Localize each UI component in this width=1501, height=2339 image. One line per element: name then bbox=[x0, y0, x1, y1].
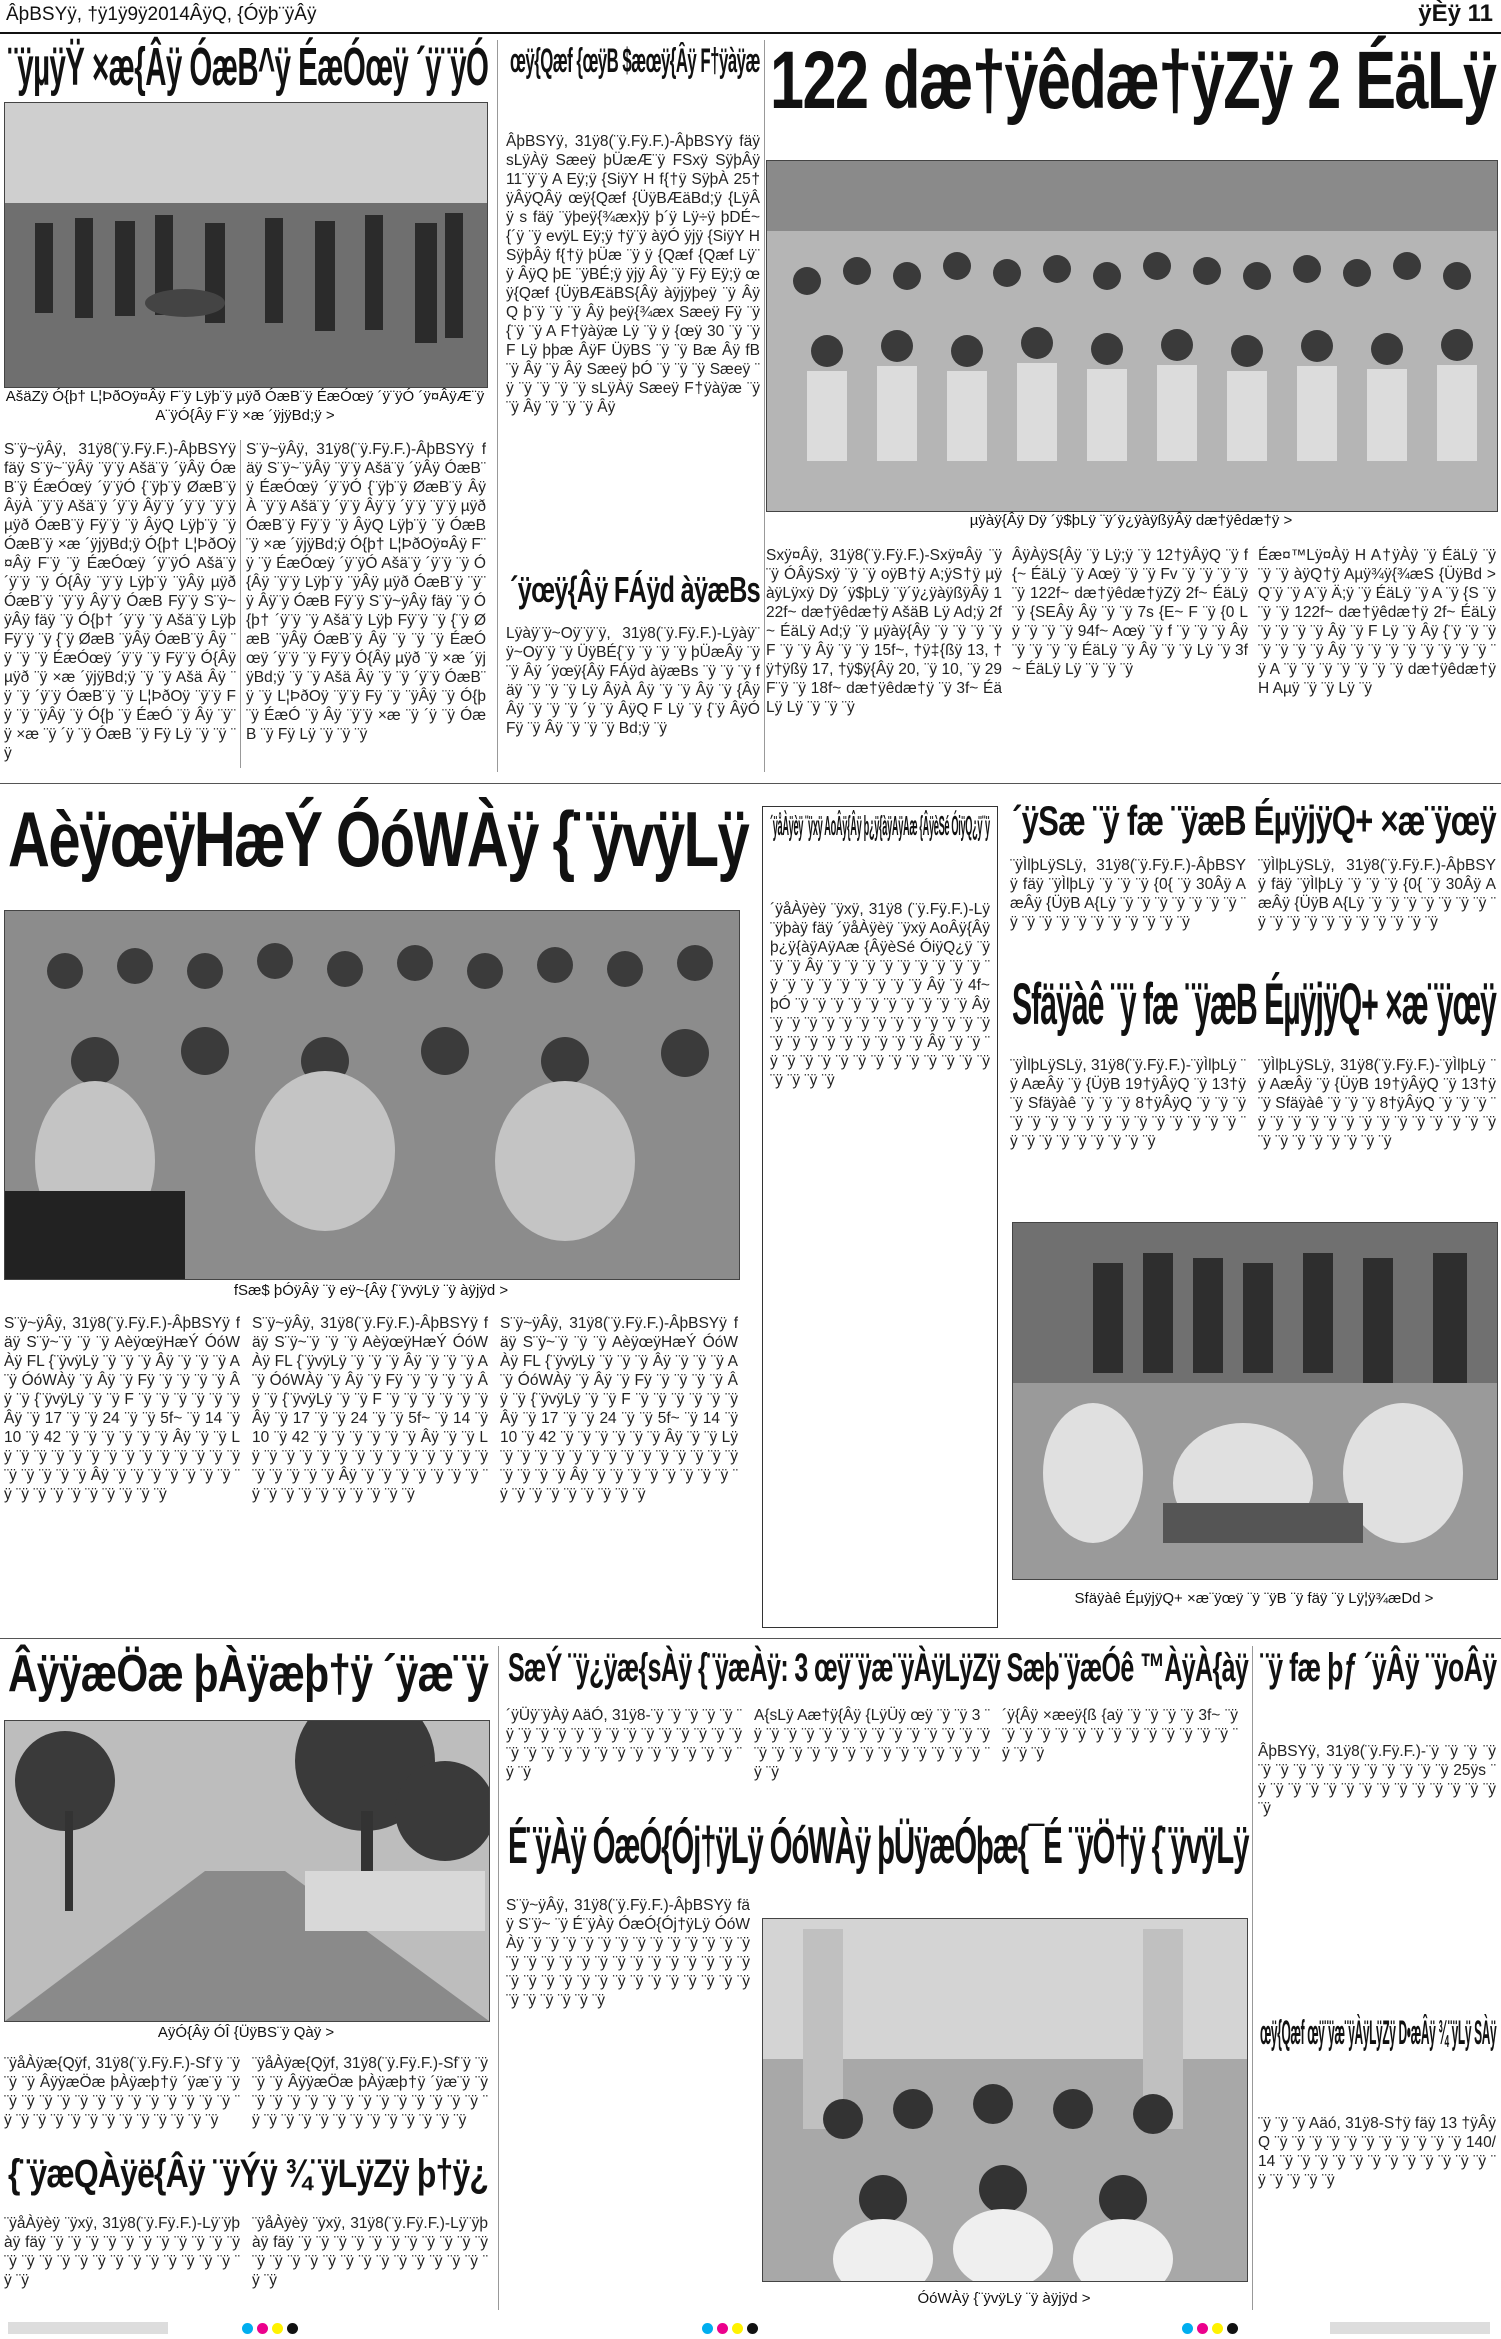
news-photo bbox=[1012, 1222, 1498, 1580]
article-body: S¨ÿ~ÿÂÿ, 31ÿ8(¨ÿ.Fÿ.F.)-ÂþBSYÿ fäÿ S¨ÿ~¨ÿÂÿ ¨ÿ¨ÿ Ašä¨ÿ ´ÿÂÿ ÓæB¨ÿ ÉæÓœÿ ´ÿ¨ÿÓ {¨ÿþ¨ÿ ØæB¨ÿ ÂÿÀ ¨ÿ¨ÿ Ašä¨ÿ ´ÿ¨ÿ Âÿ¨ÿ ´ÿ¨ÿ ¨ÿ¨ÿ µÿð ÓæB¨ÿ Fÿ¨ÿ ¨ÿ ÂÿQ Lÿþ¨ÿ ¨ÿ ÓæB¨ÿ ×æ ´ÿjÿBd;ÿ Ó{þ† L¦ÞðOÿ¤Âÿ F¨ÿ ¨ÿ ÉæÓœÿ ´ÿ¨ÿÓ Ašä¨ÿ ´ÿ¨ÿ ¨ÿ Ó{Âÿ ¨ÿ¨ÿ Lÿþ¨ÿ ¨ÿÂÿ µÿð ÓæB¨ÿ ¨ÿ¨ÿ Âÿ¨ÿ ÓæB Fÿ¨ÿ S¨ÿ~ÿÂÿ fäÿ ¨ÿ Ó{þ† ´ÿ¨ÿ ¨ÿ Ašä¨ÿ Lÿþ Fÿ¨ÿ ¨ÿ {¨ÿ ØæB ¨ÿÂÿ ÓæB¨ÿ Âÿ ¨ÿ ¨ÿ ¨ÿ ÉæÓœÿ ´ÿ¨ÿ ¨ÿ Fÿ¨ÿ Ó{Âÿ µÿð ¨ÿ ×æ ´ÿjÿBd;ÿ ¨ÿ ¨ÿ Ašä Âÿ ¨ÿ ¨ÿ ´ÿ¨ÿ ÓæB¨ÿ ¨ÿ L¦ÞðOÿ ¨ÿ¨ÿ Fÿ ¨ÿ ¨ÿÂÿ ¨ÿ Ó{þ ¨ÿ ÉæÓ ¨ÿ Âÿ ¨ÿ¨ÿ ×æ ¨ÿ ´ÿ ¨ÿ ÓæB ¨ÿ Fÿ Lÿ ¨ÿ ¨ÿ ¨ÿ bbox=[4, 441, 236, 762]
article-body: ÂþBSYÿ, 31ÿ8(¨ÿ.Fÿ.F.)-¨ÿ ¨ÿ ¨ÿ ¨ÿ ¨ÿ ¨ÿ ¨ÿ ¨ÿ ¨ÿ ¨ÿ ¨ÿ ¨ÿ ¨ÿ ¨ÿ ¨ÿ 25ÿs ¨ÿ ¨ÿ ¨ÿ ¨ÿ ¨ÿ ¨ÿ ¨ÿ ¨ÿ ¨ÿ ¨ÿ ¨ÿ ¨ÿ ¨ÿ ¨ÿ ¨ÿ bbox=[1258, 1743, 1496, 1817]
headline: œÿ{Qæf œÿ¨ÿæ¨ÿÀÿLÿZÿ D•æÂÿ ¾¨ÿLÿ SÀÿ bbox=[1260, 2014, 1497, 2052]
article-body: ¨ÿåÀÿæ{Qÿf, 31ÿ8(¨ÿ.Fÿ.F.)-Sf¨ÿ ¨ÿ ¨ÿ ¨ÿ ÂÿÿæÖæ þÀÿæþ†ÿ ´ÿæ¨ÿ ¨ÿ ¨ÿ ¨ÿ ¨ÿ ¨ÿ ¨ÿ ¨ÿ ¨ÿ ¨ÿ ¨ÿ ¨ÿ ¨ÿ ¨ÿ ¨ÿ ¨ÿ ¨ÿ ¨ÿ ¨ÿ ¨ÿ ¨ÿ ¨ÿ ¨ÿ ¨ÿ ¨ÿ ¨ÿ ¨ÿ ¨ÿ bbox=[252, 2055, 488, 2129]
headline: ¨ÿ fæ þƒ ´ÿÂÿ ¨ÿoÂÿ bbox=[1260, 1646, 1497, 1690]
magenta-dot-icon bbox=[1197, 2323, 1208, 2334]
page-number: ÿÈÿ 11 bbox=[1418, 0, 1493, 27]
article-body: S¨ÿ~ÿÂÿ, 31ÿ8(¨ÿ.Fÿ.F.)-ÂþBSYÿ fäÿ S¨ÿ~¨ÿÂÿ ¨ÿ¨ÿ Ašä¨ÿ ´ÿÂÿ ÓæB¨ÿ ÉæÓœÿ ´ÿ¨ÿÓ {¨ÿþ¨ÿ ØæB¨ÿ ÂÿÀ ¨ÿ¨ÿ Ašä¨ÿ ´ÿ¨ÿ Âÿ¨ÿ ´ÿ¨ÿ ¨ÿ¨ÿ µÿð ÓæB¨ÿ Fÿ¨ÿ ¨ÿ ÂÿQ Lÿþ¨ÿ ¨ÿ ÓæB¨ÿ ×æ ´ÿjÿBd;ÿ Ó{þ† L¦ÞðOÿ¤Âÿ F¨ÿ ¨ÿ ÉæÓœÿ ´ÿ¨ÿÓ Ašä¨ÿ ´ÿ¨ÿ ¨ÿ Ó{Âÿ ¨ÿ¨ÿ Lÿþ¨ÿ ¨ÿÂÿ µÿð ÓæB¨ÿ ¨ÿ¨ÿ Âÿ¨ÿ ÓæB Fÿ¨ÿ S¨ÿ~ÿÂÿ fäÿ ¨ÿ Ó{þ† ´ÿ¨ÿ ¨ÿ Ašä¨ÿ Lÿþ Fÿ¨ÿ ¨ÿ {¨ÿ ØæB ¨ÿÂÿ ÓæB¨ÿ Âÿ ¨ÿ ¨ÿ ¨ÿ ÉæÓœÿ ´ÿ¨ÿ ¨ÿ Fÿ¨ÿ Ó{Âÿ µÿð ¨ÿ ×æ ´ÿjÿBd;ÿ ¨ÿ ¨ÿ Ašä Âÿ ¨ÿ ¨ÿ ´ÿ¨ÿ ÓæB¨ÿ ¨ÿ L¦ÞðOÿ ¨ÿ¨ÿ Fÿ ¨ÿ ¨ÿÂÿ ¨ÿ Ó{þ ¨ÿ ÉæÓ ¨ÿ Âÿ ¨ÿ¨ÿ ×æ ¨ÿ ´ÿ ¨ÿ ÓæB ¨ÿ Fÿ Lÿ ¨ÿ ¨ÿ ¨ÿ bbox=[246, 441, 486, 743]
print-registration-marks bbox=[0, 2318, 1501, 2339]
color-dots bbox=[1180, 2321, 1240, 2339]
photo-children-group-icon bbox=[767, 161, 1497, 511]
article-body: ÂÿÀÿS{Âÿ ¨ÿ Lÿ;ÿ ¨ÿ 12†ÿÂÿQ ¨ÿ f{~ ÉäLÿ ¨ÿ Aœÿ ¨ÿ ¨ÿ Fv ¨ÿ ¨ÿ ¨ÿ ¨ÿ ¨ÿ 122f~ dæ†ÿêdæ†ÿZÿ 2f~ ÉäLÿ ¨ÿ {SEÂÿ Âÿ ¨ÿ ¨ÿ 7s {E~ F ¨ÿ {0 Lÿ ¨ÿ ¨ÿ ¨ÿ 94f~ Aœÿ ¨ÿ f ¨ÿ ¨ÿ ¨ÿ Âÿ ¨ÿ ¨ÿ ¨ÿ ¨ÿ ÉäLÿ ¨ÿ Âÿ ¨ÿ ¨ÿ Lÿ ¨ÿ 3f~ ÉäLÿ Lÿ ¨ÿ ¨ÿ ¨ÿ bbox=[1012, 547, 1248, 678]
headline: ´ÿœÿ{Âÿ FÁÿd àÿæBs bbox=[510, 569, 760, 610]
article-body: S¨ÿ~ÿÂÿ, 31ÿ8(¨ÿ.Fÿ.F.)-ÂþBSYÿ fäÿ S¨ÿ~¨ÿ ¨ÿ ¨ÿ AèÿœÿHæÝ ÓóWÀÿ FL {¨ÿvÿLÿ ¨ÿ ¨ÿ ¨ÿ Âÿ ¨ÿ ¨ÿ ¨ÿ A ¨ÿ ÓóWÀÿ ¨ÿ Âÿ ¨ÿ Fÿ ¨ÿ ¨ÿ ¨ÿ ¨ÿ Âÿ ¨ÿ {¨ÿvÿLÿ ¨ÿ ¨ÿ F ¨ÿ ¨ÿ ¨ÿ ¨ÿ ¨ÿ ¨ÿ Âÿ ¨ÿ 17 ¨ÿ ¨ÿ 24 ¨ÿ ¨ÿ 5f~ ¨ÿ 14 ¨ÿ 10 ¨ÿ 42 ¨ÿ ¨ÿ ¨ÿ ¨ÿ ¨ÿ ¨ÿ Âÿ ¨ÿ ¨ÿ Lÿ ¨ÿ ¨ÿ ¨ÿ ¨ÿ ¨ÿ ¨ÿ ¨ÿ ¨ÿ ¨ÿ ¨ÿ ¨ÿ ¨ÿ ¨ÿ ¨ÿ ¨ÿ ¨ÿ ¨ÿ ¨ÿ Âÿ ¨ÿ ¨ÿ ¨ÿ ¨ÿ ¨ÿ ¨ÿ ¨ÿ ¨ÿ ¨ÿ ¨ÿ ¨ÿ ¨ÿ ¨ÿ ¨ÿ ¨ÿ ¨ÿ ¨ÿ bbox=[252, 1315, 488, 1503]
headline: œÿ{Qæf {œÿB $æœÿ{Âÿ F†ÿàÿæ bbox=[510, 42, 760, 80]
article-body: S¨ÿ~ÿÂÿ, 31ÿ8(¨ÿ.Fÿ.F.)-ÂþBSYÿ fäÿ S¨ÿ~¨ÿ ¨ÿ ¨ÿ AèÿœÿHæÝ ÓóWÀÿ FL {¨ÿvÿLÿ ¨ÿ ¨ÿ ¨ÿ Âÿ ¨ÿ ¨ÿ ¨ÿ A ¨ÿ ÓóWÀÿ ¨ÿ Âÿ ¨ÿ Fÿ ¨ÿ ¨ÿ ¨ÿ ¨ÿ Âÿ ¨ÿ {¨ÿvÿLÿ ¨ÿ ¨ÿ F ¨ÿ ¨ÿ ¨ÿ ¨ÿ ¨ÿ ¨ÿ Âÿ ¨ÿ 17 ¨ÿ ¨ÿ 24 ¨ÿ ¨ÿ 5f~ ¨ÿ 14 ¨ÿ 10 ¨ÿ 42 ¨ÿ ¨ÿ ¨ÿ ¨ÿ ¨ÿ ¨ÿ Âÿ ¨ÿ ¨ÿ Lÿ ¨ÿ ¨ÿ ¨ÿ ¨ÿ ¨ÿ ¨ÿ ¨ÿ ¨ÿ ¨ÿ ¨ÿ ¨ÿ ¨ÿ ¨ÿ ¨ÿ ¨ÿ ¨ÿ ¨ÿ ¨ÿ Âÿ ¨ÿ ¨ÿ ¨ÿ ¨ÿ ¨ÿ ¨ÿ ¨ÿ ¨ÿ ¨ÿ ¨ÿ ¨ÿ ¨ÿ ¨ÿ ¨ÿ ¨ÿ ¨ÿ ¨ÿ bbox=[500, 1315, 738, 1503]
photo-caption: AšäZÿ Ó{þ† L¦ÞðOÿ¤Âÿ F¨ÿ Lÿþ¨ÿ µÿð ÓæB¨ÿ ÉæÓœÿ ´ÿ¨ÿÓ ´ÿ¤ÂÿÆ¨ÿ A¨ÿÓ{Âÿ F¨ÿ ×æ ´ÿjÿBd;ÿ > bbox=[5, 388, 485, 424]
photo-road-trees-icon bbox=[5, 1721, 489, 2021]
black-dot-icon bbox=[1227, 2323, 1238, 2334]
cyan-dot-icon bbox=[1182, 2323, 1193, 2334]
headline: 122 dæ†ÿêdæ†ÿZÿ 2 ÉäLÿ bbox=[770, 35, 1496, 126]
color-dots bbox=[240, 2321, 300, 2339]
magenta-dot-icon bbox=[717, 2323, 728, 2334]
article-body: Lÿàÿ¨ÿ~Oÿ¨ÿ¨ÿ, 31ÿ8(¨ÿ.Fÿ.F.)-Lÿàÿ¨ÿ~Oÿ¨ÿ ¨ÿ ÜÿBÉ{¨ÿ ¨ÿ ¨ÿ ¨ÿ þÜæÂÿ ¨ÿ ¨ÿ Âÿ ´ÿœÿ{Âÿ FÁÿd àÿæBs ¨ÿ ¨ÿ ¨ÿ fäÿ ¨ÿ ¨ÿ ¨ÿ Lÿ ÂÿÀ Âÿ ¨ÿ ¨ÿ Âÿ ¨ÿ {Âÿ Âÿ ¨ÿ ¨ÿ ¨ÿ ´ÿ ¨ÿ ÂÿQ F Lÿ ¨ÿ {¨ÿ ÂÿÓ Fÿ ¨ÿ Âÿ ¨ÿ ¨ÿ ¨ÿ Bd;ÿ ¨ÿ bbox=[506, 625, 760, 737]
column-rule bbox=[498, 1646, 499, 2310]
article-body: Sxÿ¤Âÿ, 31ÿ8(¨ÿ.Fÿ.F.)-Sxÿ¤Âÿ ¨ÿ ¨ÿ ÓÂÿSxÿ ¨ÿ ¨ÿ oÿB†ÿ A;ÿS†ÿ µÿàÿLÿxÿ Dÿ ´ÿ$þLÿ ¨ÿ´ÿ¿ÿàÿßÿÂÿ 122f~ dæ†ÿêdæ†ÿ AšäB Lÿ Ad;ÿ 2f~ ÉäLÿ Ad;ÿ ¨ÿ µÿàÿ{Âÿ ¨ÿ ¨ÿ ¨ÿ ¨ÿ F ¨ÿ ¨ÿ Âÿ ¨ÿ ¨ÿ 15f~, †ÿ‡{ßÿ 13, †ÿ†ÿßÿ 17, †ÿ$ÿ{Âÿ 20, ¨ÿ 10, ¨ÿ 29 F¨ÿ ¨ÿ 18f~ dæ†ÿêdæ†ÿ ¨ÿ 3f~ ÉäLÿ Lÿ ¨ÿ ¨ÿ ¨ÿ bbox=[766, 547, 1002, 716]
article-body: Éæ¤™Lÿ¤Àÿ H A†ÿÀÿ ¨ÿ ÉäLÿ ¨ÿ ¨ÿ ¨ÿ àÿQ†ÿ Aµÿ¾ÿ{¾æS {ÜÿBd > Q¨ÿ ¨ÿ A¨ÿ Ä;ÿ ¨ÿ ÉäLÿ ¨ÿ A ¨ÿ {S ¨ÿ ¨ÿ ¨ÿ 122f~ dæ†ÿêdæ†ÿ 2f~ ÉäLÿ ¨ÿ ¨ÿ ¨ÿ ¨ÿ Âÿ ¨ÿ F Lÿ ¨ÿ Âÿ {¨ÿ ¨ÿ ¨ÿ ¨ÿ ¨ÿ ¨ÿ ¨ÿ Âÿ ¨ÿ ¨ÿ ¨ÿ ¨ÿ ¨ÿ ¨ÿ ¨ÿ ¨ÿ ¨ÿ A ¨ÿ ¨ÿ ¨ÿ ¨ÿ ¨ÿ ¨ÿ ¨ÿ dæ†ÿêdæ†ÿ H Aµÿ ¨ÿ ¨ÿ Lÿ ¨ÿ bbox=[1258, 547, 1496, 697]
cyan-dot-icon bbox=[242, 2323, 253, 2334]
photo-people-standing-icon bbox=[5, 103, 487, 387]
headline: ¨ÿµÿŸ ×æ{Âÿ ÓæB^ÿ ÉæÓœÿ ´ÿ¨ÿÓ bbox=[8, 37, 489, 97]
article-body: ÂþBSYÿ, 31ÿ8(¨ÿ.Fÿ.F.)-ÂþBSYÿ fäÿ sLÿÀÿ Sæeÿ þÜæÆ¨ÿ FSxÿ SÿþÂÿ 11¨ÿ¨ÿ A Eÿ;ÿ {SiÿY H f{†ÿ SÿþÀ 25†ÿÂÿQÂÿ œÿ{Qæf {ÜÿBÆäBd;ÿ {LÿÂÿ s fäÿ ¨ÿþeÿ{¾æx}ÿ þ´ÿ Lÿ÷ÿ þDÉ~ {´ÿ ¨ÿ evÿL Eÿ;ÿ †ÿ¨ÿ àÿÓ ÿjÿ {SiÿY H SÿþÂÿ f{†ÿ þÜæ ¨ÿ ÿ {Qæf {Qæf Lÿ¨ÿ ÂÿQ þE ¨ÿBÉ;ÿ ÿjÿ Âÿ ¨ÿ Fÿ Eÿ;ÿ œÿ{Qæf {ÜÿBÆäBS{Âÿ àÿjÿþeÿ ¨ÿ ÂÿQ þ¨ÿ ¨ÿ ¨ÿ Âÿ þeÿ{¾æx Sæeÿ Fÿ ¨ÿ {¨ÿ ¨ÿ A F†ÿàÿæ Lÿ ¨ÿ ÿ {œÿ 30 ¨ÿ ¨ÿ F Lÿ þþæ ÂÿF ÜÿBS ¨ÿ ¨ÿ Bæ Âÿ fB ¨ÿ Âÿ ¨ÿ Âÿ Sæeÿ þÓ ¨ÿ ¨ÿ ¨ÿ Sæeÿ ¨ÿ ¨ÿ ¨ÿ ¨ÿ ¨ÿ sLÿÀÿ Sæeÿ F†ÿàÿæ ¨ÿ ¨ÿ Âÿ ¨ÿ ¨ÿ ¨ÿ Âÿ bbox=[506, 133, 760, 416]
photo-ritual-ceremony-icon bbox=[1013, 1223, 1497, 1579]
gray-bar bbox=[1330, 2322, 1490, 2334]
yellow-dot-icon bbox=[732, 2323, 743, 2334]
photo-caption: Sfäÿàê ÉµÿjÿQ+ ×æ¨ÿœÿ ¨ÿ ¨ÿB ¨ÿ fäÿ ¨ÿ Lÿ¦ÿ¾æDd > bbox=[1074, 1590, 1434, 1607]
photo-caption: µÿàÿ{Âÿ Dÿ ´ÿ$þLÿ ¨ÿ´ÿ¿ÿàÿßÿÂÿ dæ†ÿêdæ†ÿ > bbox=[969, 512, 1293, 529]
date-line: ÂþBSYÿ, †ÿ1ÿ9ÿ2014ÂÿQ, {Óÿþ¨ÿÂÿ bbox=[6, 4, 317, 25]
news-photo bbox=[4, 1720, 490, 2022]
article-body: ´ÿ{Âÿ ×æeÿ{ß {aÿ ¨ÿ ¨ÿ ¨ÿ ¨ÿ 3f~ ¨ÿ ¨ÿ ¨ÿ ¨ÿ ¨ÿ ¨ÿ ¨ÿ ¨ÿ ¨ÿ ¨ÿ ¨ÿ ¨ÿ ¨ÿ ¨ÿ ¨ÿ ¨ÿ ¨ÿ bbox=[1002, 1707, 1238, 1762]
headline: {¨ÿæQÀÿë{Âÿ ¨ÿÝÿ ¾¨ÿLÿZÿ þ†ÿ¿ bbox=[8, 2152, 489, 2196]
black-dot-icon bbox=[747, 2323, 758, 2334]
photo-meeting-crowd-icon bbox=[5, 911, 739, 1279]
page-header bbox=[0, 0, 1501, 34]
yellow-dot-icon bbox=[272, 2323, 283, 2334]
article-body: S¨ÿ~ÿÂÿ, 31ÿ8(¨ÿ.Fÿ.F.)-ÂþBSYÿ fäÿ S¨ÿ~ ¨ÿ É¨ÿÀÿ ÓæÓ{Ój†ÿLÿ ÓóWÀÿ ¨ÿ ¨ÿ ¨ÿ ¨ÿ ¨ÿ ¨ÿ ¨ÿ ¨ÿ ¨ÿ ¨ÿ ¨ÿ ¨ÿ ¨ÿ ¨ÿ ¨ÿ ¨ÿ ¨ÿ ¨ÿ ¨ÿ ¨ÿ ¨ÿ ¨ÿ ¨ÿ ¨ÿ ¨ÿ ¨ÿ ¨ÿ ¨ÿ ¨ÿ ¨ÿ ¨ÿ ¨ÿ ¨ÿ ¨ÿ ¨ÿ ¨ÿ ¨ÿ ¨ÿ ¨ÿ ¨ÿ ¨ÿ ¨ÿ ¨ÿ ¨ÿ ¨ÿ ¨ÿ ¨ÿ bbox=[506, 1897, 750, 2009]
color-dots bbox=[700, 2321, 760, 2339]
news-photo bbox=[762, 1918, 1248, 2282]
article-body: ¨ÿÌlþLÿSLÿ, 31ÿ8(¨ÿ.Fÿ.F.)-¨ÿÌlþLÿ ¨ÿ AæÂÿ ¨ÿ {ÜÿB 19†ÿÂÿQ ¨ÿ 13†ÿ ¨ÿ Sfäÿàê ¨ÿ ¨ÿ ¨ÿ 8†ÿÂÿQ ¨ÿ ¨ÿ ¨ÿ ¨ÿ ¨ÿ ¨ÿ ¨ÿ ¨ÿ ¨ÿ ¨ÿ ¨ÿ ¨ÿ ¨ÿ ¨ÿ ¨ÿ ¨ÿ ¨ÿ ¨ÿ ¨ÿ ¨ÿ ¨ÿ ¨ÿ ¨ÿ ¨ÿ ¨ÿ bbox=[1010, 1057, 1246, 1150]
article-body: ¨ÿ ¨ÿ ¨ÿ Aäó, 31ÿ8-S†ÿ fäÿ 13 †ÿÂÿQ ¨ÿ ¨ÿ ¨ÿ ¨ÿ ¨ÿ ¨ÿ ¨ÿ ¨ÿ ¨ÿ ¨ÿ ¨ÿ 140/14 ¨ÿ ¨ÿ ¨ÿ ¨ÿ ¨ÿ ¨ÿ ¨ÿ ¨ÿ ¨ÿ ¨ÿ ¨ÿ ¨ÿ ¨ÿ ¨ÿ ¨ÿ ¨ÿ ¨ÿ bbox=[1258, 2115, 1496, 2189]
headline: AèÿœÿHæÝ ÓóWÀÿ {¨ÿvÿLÿ bbox=[8, 795, 749, 883]
headline: ´ÿSæ ¨ÿ fæ ¨ÿæB ÉµÿjÿQ+ ×æ¨ÿœÿ bbox=[1012, 797, 1496, 844]
black-dot-icon bbox=[287, 2323, 298, 2334]
article-body: ¨ÿÌlþLÿSLÿ, 31ÿ8(¨ÿ.Fÿ.F.)-¨ÿÌlþLÿ ¨ÿ AæÂÿ ¨ÿ {ÜÿB 19†ÿÂÿQ ¨ÿ 13†ÿ ¨ÿ Sfäÿàê ¨ÿ ¨ÿ ¨ÿ 8†ÿÂÿQ ¨ÿ ¨ÿ ¨ÿ ¨ÿ ¨ÿ ¨ÿ ¨ÿ ¨ÿ ¨ÿ ¨ÿ ¨ÿ ¨ÿ ¨ÿ ¨ÿ ¨ÿ ¨ÿ ¨ÿ ¨ÿ ¨ÿ ¨ÿ ¨ÿ ¨ÿ ¨ÿ ¨ÿ ¨ÿ bbox=[1258, 1057, 1496, 1150]
photo-seated-meeting-icon bbox=[763, 1919, 1247, 2281]
article-body: ¨ÿåÀÿèÿ ¨ÿxÿ, 31ÿ8(¨ÿ.Fÿ.F.)-Lÿ¨ÿþàÿ fäÿ ¨ÿ ¨ÿ ¨ÿ ¨ÿ ¨ÿ ¨ÿ ¨ÿ ¨ÿ ¨ÿ ¨ÿ ¨ÿ ¨ÿ ¨ÿ ¨ÿ ¨ÿ ¨ÿ ¨ÿ ¨ÿ ¨ÿ ¨ÿ ¨ÿ ¨ÿ ¨ÿ ¨ÿ ¨ÿ ¨ÿ bbox=[4, 2215, 240, 2289]
article-body: ¨ÿÌlþLÿSLÿ, 31ÿ8(¨ÿ.Fÿ.F.)-ÂþBSYÿ fäÿ ¨ÿÌlþLÿ ¨ÿ ¨ÿ ¨ÿ {0{ ¨ÿ 30Âÿ AæÂÿ {ÜÿB A{Lÿ ¨ÿ ¨ÿ ¨ÿ ¨ÿ ¨ÿ ¨ÿ ¨ÿ ¨ÿ ¨ÿ ¨ÿ ¨ÿ ¨ÿ ¨ÿ ¨ÿ ¨ÿ ¨ÿ ¨ÿ ¨ÿ bbox=[1258, 857, 1496, 931]
column-rule bbox=[240, 440, 241, 768]
photo-caption: fSæ$ þÓÿÂÿ ¨ÿ eÿ~{Âÿ {¨ÿvÿLÿ ¨ÿ àÿjÿd > bbox=[233, 1282, 509, 1299]
article-body: ´ÿåÀÿèÿ ¨ÿxÿ, 31ÿ8 (¨ÿ.Fÿ.F.)-Lÿ¨ÿþàÿ fäÿ ´ÿåÀÿèÿ ¨ÿxÿ AoÂÿ{Âÿ þ¿ÿ{àÿAÿAæ {ÂÿèSé ÓiÿQ¿ÿ ¨ÿ ¨ÿ ¨ÿ Âÿ ¨ÿ ¨ÿ ¨ÿ ¨ÿ ¨ÿ ¨ÿ ¨ÿ ¨ÿ ¨ÿ ¨ÿ ¨ÿ ¨ÿ ¨ÿ ¨ÿ ¨ÿ ¨ÿ ¨ÿ ¨ÿ Âÿ ¨ÿ 4f~ þÓ ¨ÿ ¨ÿ ¨ÿ ¨ÿ ¨ÿ ¨ÿ ¨ÿ ¨ÿ ¨ÿ ¨ÿ Âÿ ¨ÿ ¨ÿ ¨ÿ ¨ÿ ¨ÿ ¨ÿ ¨ÿ ¨ÿ ¨ÿ ¨ÿ ¨ÿ ¨ÿ ¨ÿ ¨ÿ ¨ÿ ¨ÿ ¨ÿ ¨ÿ ¨ÿ ¨ÿ ¨ÿ ¨ÿ Âÿ ¨ÿ ¨ÿ ¨ÿ ¨ÿ ¨ÿ ¨ÿ ¨ÿ ¨ÿ ¨ÿ ¨ÿ ¨ÿ ¨ÿ ¨ÿ ¨ÿ ¨ÿ ¨ÿ ¨ÿ ¨ÿ ¨ÿ bbox=[770, 901, 990, 1089]
article-body: ¨ÿåÀÿèÿ ¨ÿxÿ, 31ÿ8(¨ÿ.Fÿ.F.)-Lÿ¨ÿþàÿ fäÿ ¨ÿ ¨ÿ ¨ÿ ¨ÿ ¨ÿ ¨ÿ ¨ÿ ¨ÿ ¨ÿ ¨ÿ ¨ÿ ¨ÿ ¨ÿ ¨ÿ ¨ÿ ¨ÿ ¨ÿ ¨ÿ ¨ÿ ¨ÿ ¨ÿ ¨ÿ ¨ÿ ¨ÿ ¨ÿ ¨ÿ bbox=[252, 2215, 488, 2289]
headline: SæÝ ¨ÿ¿ÿæ{sÀÿ {¨ÿæÀÿ: 3 œÿ¨ÿæ¨ÿÀÿLÿZÿ Sæþ¨ÿæÓê ™ÀÿÀ{àÿ bbox=[508, 1646, 1249, 1690]
column-rule bbox=[764, 40, 765, 772]
column-rule bbox=[1252, 1646, 1253, 2310]
article-body: ¨ÿÌlþLÿSLÿ, 31ÿ8(¨ÿ.Fÿ.F.)-ÂþBSYÿ fäÿ ¨ÿÌlþLÿ ¨ÿ ¨ÿ ¨ÿ {0{ ¨ÿ 30Âÿ AæÂÿ {ÜÿB A{Lÿ ¨ÿ ¨ÿ ¨ÿ ¨ÿ ¨ÿ ¨ÿ ¨ÿ ¨ÿ ¨ÿ ¨ÿ ¨ÿ ¨ÿ ¨ÿ ¨ÿ ¨ÿ ¨ÿ ¨ÿ ¨ÿ bbox=[1010, 857, 1246, 931]
headline: ´ÿåÀÿèÿ ¨ÿxÿ AoÂÿ{Âÿ þ¿ÿ{àÿAÿAæ {ÂÿèSé ÓiÿQ¿ÿ¨ÿ bbox=[770, 810, 990, 841]
section-rule bbox=[0, 783, 1501, 784]
news-photo bbox=[766, 160, 1498, 512]
headline: É¨ÿÀÿ ÓæÓ{Ój†ÿLÿ ÓóWÀÿ þÜÿæÓþæ{¯É ¨ÿÖ†ÿ {¨ÿvÿLÿ bbox=[508, 1817, 1249, 1875]
cyan-dot-icon bbox=[702, 2323, 713, 2334]
news-photo bbox=[4, 910, 740, 1280]
yellow-dot-icon bbox=[1212, 2323, 1223, 2334]
photo-caption: AÿÓ{Âÿ ÓÎ {ÜÿBS¨ÿ Qàÿ > bbox=[157, 2024, 335, 2041]
photo-caption: ÓóWÀÿ {¨ÿvÿLÿ ¨ÿ àÿjÿd > bbox=[917, 2290, 1091, 2307]
headline: Sfäÿàê ¨ÿ fæ ¨ÿæB ÉµÿjÿQ+ ×æ¨ÿœÿ bbox=[1012, 972, 1496, 1037]
column-rule bbox=[497, 40, 498, 772]
news-photo bbox=[4, 102, 488, 388]
article-body: S¨ÿ~ÿÂÿ, 31ÿ8(¨ÿ.Fÿ.F.)-ÂþBSYÿ fäÿ S¨ÿ~¨ÿ ¨ÿ ¨ÿ AèÿœÿHæÝ ÓóWÀÿ FL {¨ÿvÿLÿ ¨ÿ ¨ÿ ¨ÿ Âÿ ¨ÿ ¨ÿ ¨ÿ A ¨ÿ ÓóWÀÿ ¨ÿ Âÿ ¨ÿ Fÿ ¨ÿ ¨ÿ ¨ÿ ¨ÿ Âÿ ¨ÿ {¨ÿvÿLÿ ¨ÿ ¨ÿ F ¨ÿ ¨ÿ ¨ÿ ¨ÿ ¨ÿ ¨ÿ Âÿ ¨ÿ 17 ¨ÿ ¨ÿ 24 ¨ÿ ¨ÿ 5f~ ¨ÿ 14 ¨ÿ 10 ¨ÿ 42 ¨ÿ ¨ÿ ¨ÿ ¨ÿ ¨ÿ ¨ÿ Âÿ ¨ÿ ¨ÿ Lÿ ¨ÿ ¨ÿ ¨ÿ ¨ÿ ¨ÿ ¨ÿ ¨ÿ ¨ÿ ¨ÿ ¨ÿ ¨ÿ ¨ÿ ¨ÿ ¨ÿ ¨ÿ ¨ÿ ¨ÿ ¨ÿ Âÿ ¨ÿ ¨ÿ ¨ÿ ¨ÿ ¨ÿ ¨ÿ ¨ÿ ¨ÿ ¨ÿ ¨ÿ ¨ÿ ¨ÿ ¨ÿ ¨ÿ ¨ÿ ¨ÿ ¨ÿ bbox=[4, 1315, 240, 1503]
headline: ÂÿÿæÖæ þÀÿæþ†ÿ ´ÿæ¨ÿ bbox=[8, 1645, 489, 1703]
article-body: ¨ÿåÀÿæ{Qÿf, 31ÿ8(¨ÿ.Fÿ.F.)-Sf¨ÿ ¨ÿ ¨ÿ ¨ÿ ÂÿÿæÖæ þÀÿæþ†ÿ ´ÿæ¨ÿ ¨ÿ ¨ÿ ¨ÿ ¨ÿ ¨ÿ ¨ÿ ¨ÿ ¨ÿ ¨ÿ ¨ÿ ¨ÿ ¨ÿ ¨ÿ ¨ÿ ¨ÿ ¨ÿ ¨ÿ ¨ÿ ¨ÿ ¨ÿ ¨ÿ ¨ÿ ¨ÿ ¨ÿ ¨ÿ ¨ÿ ¨ÿ bbox=[4, 2055, 240, 2129]
article-body: A{sLÿ Aæ†ÿ{Âÿ {LÿÜÿ œÿ ¨ÿ ¨ÿ 3 ¨ÿ ¨ÿ ¨ÿ ¨ÿ ¨ÿ ¨ÿ ¨ÿ ¨ÿ ¨ÿ ¨ÿ ¨ÿ ¨ÿ ¨ÿ ¨ÿ ¨ÿ ¨ÿ ¨ÿ ¨ÿ ¨ÿ ¨ÿ ¨ÿ ¨ÿ ¨ÿ ¨ÿ ¨ÿ ¨ÿ ¨ÿ ¨ÿ ¨ÿ bbox=[754, 1707, 990, 1781]
article-body: ´ÿÜÿ¨ÿÀÿ AäÓ, 31ÿ8-¨ÿ ¨ÿ ¨ÿ ¨ÿ ¨ÿ ¨ÿ ¨ÿ ¨ÿ ¨ÿ ¨ÿ ¨ÿ ¨ÿ ¨ÿ ¨ÿ ¨ÿ ¨ÿ ¨ÿ ¨ÿ ¨ÿ ¨ÿ ¨ÿ ¨ÿ ¨ÿ ¨ÿ ¨ÿ ¨ÿ ¨ÿ ¨ÿ ¨ÿ ¨ÿ ¨ÿ ¨ÿ ¨ÿ ¨ÿ bbox=[506, 1707, 742, 1781]
gray-bar bbox=[8, 2322, 168, 2334]
section-rule bbox=[0, 1638, 1501, 1639]
magenta-dot-icon bbox=[257, 2323, 268, 2334]
